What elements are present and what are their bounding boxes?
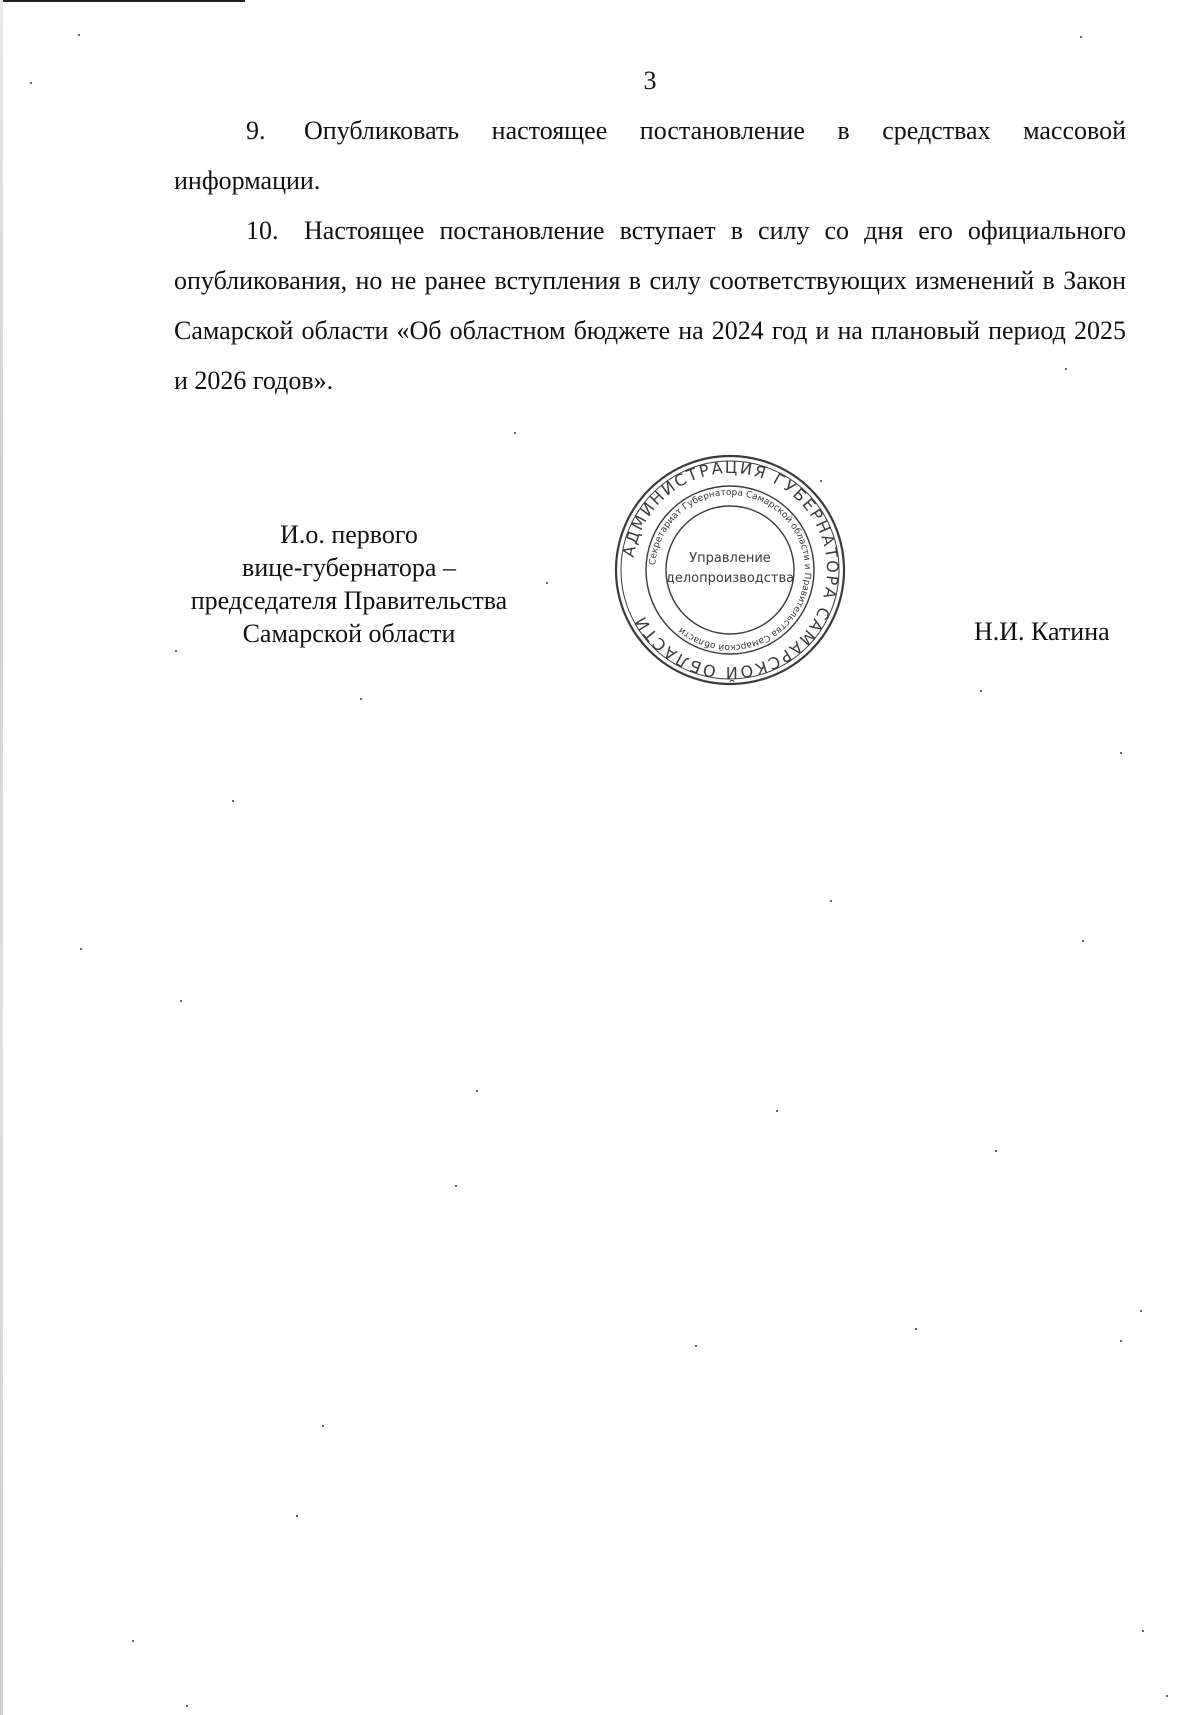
- paragraph-10: [174, 206, 1126, 406]
- scan-speck: [175, 650, 177, 652]
- scan-speck: [546, 582, 548, 584]
- paragraph-number: 10.: [246, 216, 279, 245]
- scan-speck: [80, 948, 82, 950]
- stamp-outer-text: АДМИНИСТРАЦИЯ ГУБЕРНАТОРА САМАРСКОЙ ОБЛАСТИ: [618, 457, 843, 683]
- position-line: И.о. первого: [280, 520, 418, 549]
- scan-speck: [322, 1425, 324, 1427]
- scan-speck: [78, 34, 80, 36]
- scan-speck: [980, 690, 982, 692]
- paragraph-text: Настоящее постановление вступает в силу со дня его официального опубликования, но не ранее вступления в силу соответствующих изменений в Закон Самарской области «Об областном бюджете на 2024 год и на плановый период 2025 и 2026 годов».: [174, 216, 1126, 395]
- scan-speck: [180, 1000, 182, 1002]
- scan-speck: [296, 1515, 298, 1517]
- scan-speck: [1166, 1695, 1168, 1697]
- stamp-middle-ring: [646, 486, 814, 654]
- scan-speck: [1080, 36, 1082, 38]
- position-line: Самарской области: [242, 619, 456, 648]
- scan-speck: [30, 82, 32, 84]
- page-number: 3: [643, 66, 657, 95]
- stamp-inner-ring-text: Секретариат Губернатора Самарской области и Правительства Самарской области: [648, 487, 813, 653]
- scan-edge: [0, 0, 3, 1715]
- paragraph-text: Опубликовать настоящее постановление в средствах массовой информации.: [174, 116, 1126, 195]
- scan-speck: [1140, 1310, 1142, 1312]
- scan-speck: [476, 1090, 478, 1092]
- position-line: председателя Правительства: [190, 586, 508, 615]
- scan-speck: [1082, 940, 1084, 942]
- paragraph-number: 9.: [246, 116, 266, 145]
- document-body: [174, 106, 1126, 406]
- scan-speck: [1142, 1630, 1144, 1632]
- stamp-center-line: Управление: [689, 551, 771, 566]
- scan-speck: [776, 1110, 778, 1112]
- scan-speck: [514, 432, 516, 434]
- scan-speck: [132, 1640, 134, 1642]
- scan-speck: [915, 1328, 917, 1330]
- scan-speck: [1065, 368, 1067, 370]
- scan-speck: [232, 800, 234, 802]
- scan-speck: [360, 698, 362, 700]
- scan-speck: [1120, 1340, 1122, 1342]
- scan-speck: [695, 1345, 697, 1347]
- signatory-position: [174, 518, 524, 650]
- position-line: вице-губернатора –: [242, 553, 456, 582]
- stamp-inner-ring: [666, 506, 794, 634]
- paragraph-9: [174, 106, 1126, 206]
- scan-speck: [820, 480, 822, 482]
- stamp-center-line: делопроизводства: [665, 571, 795, 586]
- scan-speck: [186, 1705, 188, 1707]
- official-stamp-seal: [612, 452, 848, 688]
- top-rule: [0, 0, 245, 2]
- scan-speck: [1120, 752, 1122, 754]
- scan-speck: [995, 1150, 997, 1152]
- scan-speck: [830, 900, 832, 902]
- scan-speck: [455, 1185, 457, 1187]
- signer-name: Н.И. Катина: [974, 617, 1110, 646]
